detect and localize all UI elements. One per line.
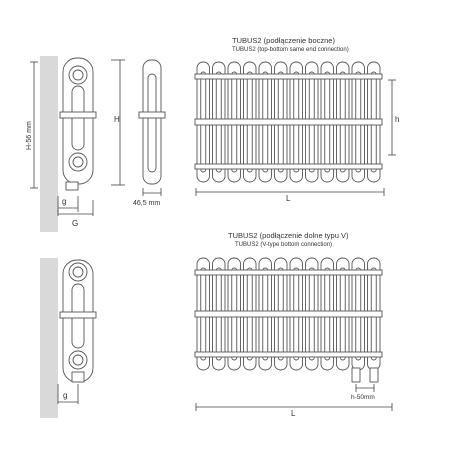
title-top: TUBUS2 (podłączenie boczne)	[232, 36, 335, 45]
bottom-side-view	[40, 258, 96, 418]
top-front-view	[195, 36, 399, 203]
dim-label-g-bottom: g	[63, 391, 68, 400]
dim-label-L-bottom: L	[291, 409, 296, 418]
subtitle-bottom: TUBUS2 (V-type bottom connection)	[235, 242, 333, 248]
v-valve-right	[370, 368, 378, 382]
dim-label-depth: 46,5 mm	[133, 200, 161, 207]
side-bracket-bottom	[60, 312, 96, 318]
dim-label-h: h	[395, 115, 400, 124]
top-radiator-header-band	[195, 164, 382, 169]
dim-label-H56: H-56 mm	[26, 121, 33, 150]
title-bottom: TUBUS2 (podłączenie dolne typu V)	[228, 231, 349, 240]
bottom-front-view	[195, 231, 392, 418]
top-connector-lower-inner	[73, 157, 83, 167]
depth-bracket-top	[139, 112, 165, 118]
top-radiator-header-band	[195, 74, 382, 79]
bottom-valve-side	[72, 372, 84, 382]
subtitle-top: TUBUS2 (top-bottom same end connection)	[232, 47, 349, 53]
dim-label-H: H	[114, 115, 120, 124]
bottom-radiator-header-band	[195, 311, 382, 317]
dim-label-g-top: g	[62, 197, 67, 206]
bottom-radiator-header-band	[195, 352, 382, 357]
wall-top	[40, 56, 58, 232]
top-side-view	[26, 56, 96, 232]
dim-label-L-top: L	[286, 194, 291, 203]
dim-label-G-top: G	[72, 219, 79, 228]
top-radiator-header-band	[195, 119, 382, 125]
dim-label-h50: h-50mm	[351, 394, 375, 401]
v-valve-left	[352, 368, 360, 382]
bottom-radiator-header-band	[195, 270, 382, 275]
side-bracket-top	[60, 112, 96, 118]
wall-bottom	[40, 258, 58, 418]
top-height-view	[111, 60, 165, 207]
side-foot-top	[66, 182, 78, 190]
top-connector-upper-inner	[73, 70, 83, 80]
